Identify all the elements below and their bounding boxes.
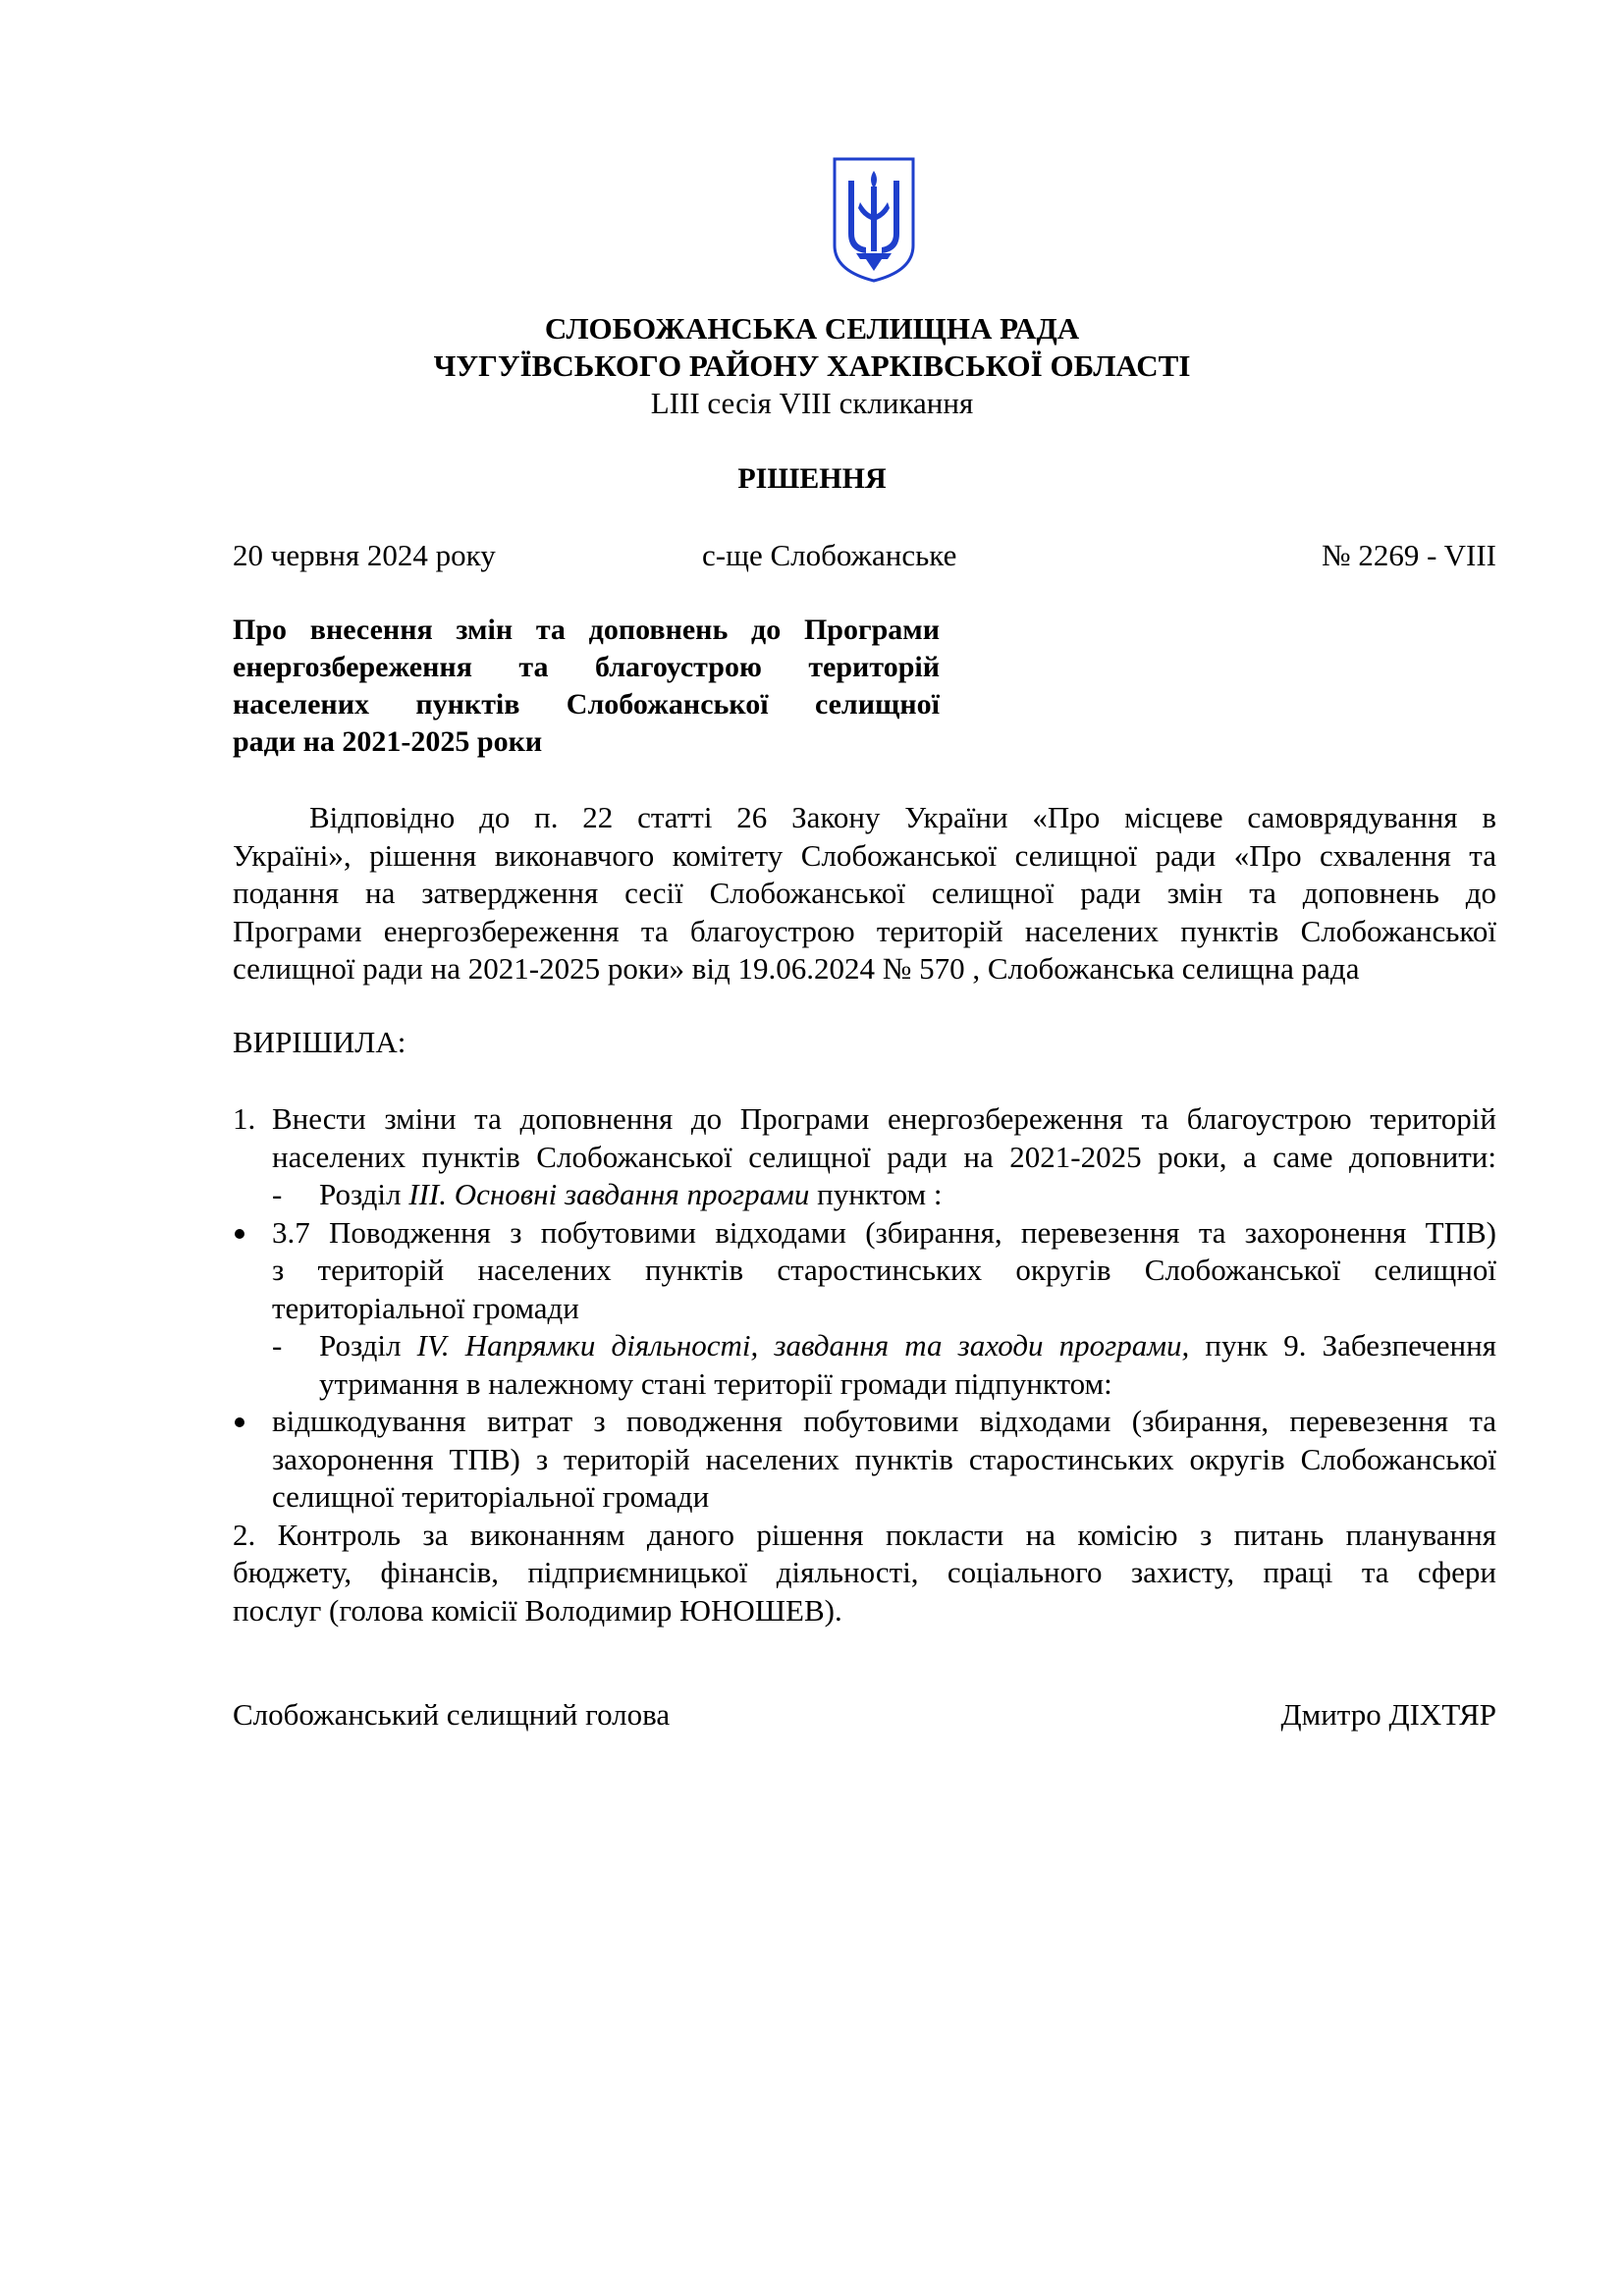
- bullet-text: відшкодування витрат з поводження побутовими відходами (збирання, перевезення та: [272, 1404, 1496, 1438]
- decision-items: [233, 1100, 1496, 1629]
- bullet-line: селищної територіальної громади: [272, 1479, 710, 1514]
- bullet-marker: [235, 1417, 244, 1427]
- subject-line: населених пунктів Слобожанської селищної: [233, 688, 940, 721]
- dash-prefix: Розділ: [319, 1177, 409, 1211]
- preamble-line: селищної ради на 2021-2025 роки» від 19.06.2024 № 570 , Слобожанська селищна рада: [233, 951, 1360, 986]
- preamble-line: Програми енергозбереження та благоустрою територій населених пунктів Слобожанської: [233, 913, 1496, 948]
- item-1-line: населених пунктів Слобожанської селищної ради на 2021-2025 роки, а саме доповнити:: [272, 1139, 1496, 1174]
- section-title: IV. Напрямки діяльності, завдання та заходи програми,: [416, 1328, 1190, 1362]
- document-type: РІШЕННЯ: [737, 462, 887, 495]
- decision-place: с-ще Слобожанське: [702, 538, 957, 572]
- item-number: 1.: [233, 1101, 256, 1136]
- item-text: Внести зміни та доповнення до Програми енергозбереження та благоустрою територій: [272, 1101, 1496, 1136]
- signatory-name: Дмитро ДІХТЯР: [1280, 1697, 1496, 1732]
- item-1-line: [233, 1100, 1496, 1139]
- dash-line: утримання в належному стані території громади підпунктом:: [319, 1365, 1112, 1401]
- item-2-line: послуг (голова комісії Володимир ЮНОШЕВ).: [233, 1592, 842, 1628]
- dash-marker: -: [272, 1328, 283, 1362]
- dash-item: [233, 1176, 1496, 1214]
- preamble: [233, 799, 1496, 988]
- bullet-item: [233, 1403, 1496, 1441]
- district-name: ЧУГУЇВСЬКОГО РАЙОНУ ХАРКІВСЬКОЇ ОБЛАСТІ: [433, 348, 1191, 383]
- bullet-text: 3.7 Поводження з побутовими відходами (збирання, перевезення та захоронення ТПВ): [272, 1214, 1496, 1250]
- decided-heading: ВИРІШИЛА:: [233, 1025, 406, 1059]
- decision-number: № 2269 - VIII: [1322, 538, 1496, 572]
- subject-line: енергозбереження та благоустрою територій: [233, 651, 940, 683]
- preamble-line: Відповідно до п. 22 статті 26 Закону України «Про місцеве самоврядування в: [309, 800, 1496, 834]
- coat-of-arms-icon: [831, 155, 917, 285]
- dash-item: [233, 1327, 1496, 1365]
- item-2-line: бюджету, фінансів, підприємницької діяльності, соціального захисту, праці та сфери: [233, 1555, 1496, 1589]
- bullet-line: територіальної громади: [272, 1290, 579, 1325]
- session-info: LIII сесія VIII скликання: [650, 386, 974, 420]
- subject-line: Про внесення змін та доповнень до Програми: [233, 614, 940, 646]
- dash-marker: -: [272, 1177, 283, 1211]
- decision-subject: [233, 612, 940, 761]
- bullet-marker: [235, 1229, 244, 1239]
- dash-suffix: пунк 9. Забезпечення: [1189, 1328, 1496, 1362]
- bullet-line: з територій населених пунктів старостинських округів Слобожанської селищної: [272, 1253, 1496, 1287]
- item-2-line: 2. Контроль за виконанням даного рішення покласти на комісію з питань планування: [233, 1517, 1496, 1552]
- bullet-item: [233, 1214, 1496, 1253]
- signatory-title: Слобожанський селищний голова: [233, 1697, 671, 1732]
- bullet-line: захоронення ТПВ) з територій населених пунктів старостинських округів Слобожанської: [272, 1441, 1496, 1476]
- preamble-line: Україні», рішення виконавчого комітету Слобожанської селищної ради «Про схвалення та: [233, 837, 1496, 873]
- council-name: СЛОБОЖАНСЬКА СЕЛИЩНА РАДА: [544, 311, 1080, 346]
- decision-date: 20 червня 2024 року: [233, 538, 496, 572]
- subject-line: ради на 2021-2025 роки: [233, 725, 543, 758]
- dash-prefix: Розділ: [319, 1328, 417, 1362]
- preamble-line: подання на затвердження сесії Слобожанської селищної ради змін та доповнень до: [233, 876, 1496, 910]
- section-title: ІІІ. Основні завдання програми: [408, 1177, 810, 1211]
- dash-suffix: пунктом :: [809, 1177, 943, 1211]
